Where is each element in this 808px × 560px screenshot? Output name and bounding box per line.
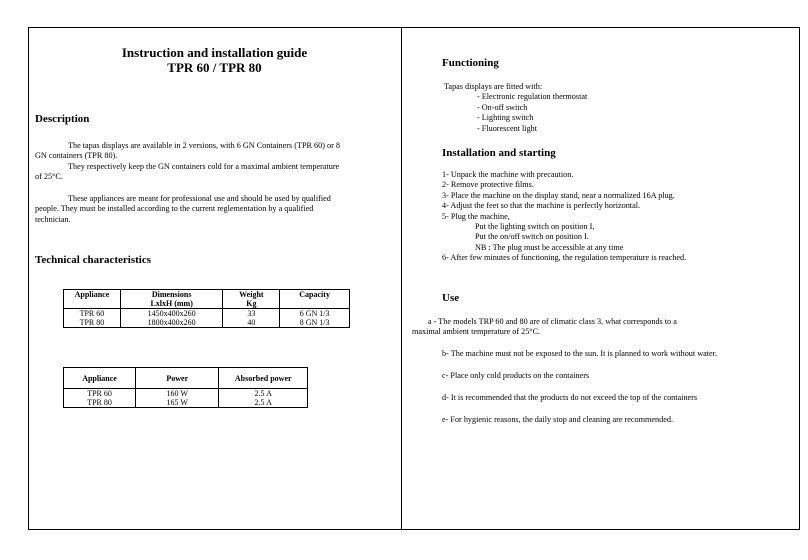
- description-paragraph-3: [35, 194, 331, 225]
- list-item: 6- After few minutes of functioning, the regulation temperature is reached.: [442, 253, 687, 263]
- installation-steps: [442, 170, 686, 264]
- description-paragraph-1: [35, 141, 340, 183]
- table-row: [64, 318, 350, 328]
- th-appliance: Appliance: [64, 290, 121, 309]
- list-item: - Electronic regulation thermostat: [477, 92, 588, 102]
- cell: 1800x400x260: [120, 318, 223, 328]
- use-heading: Use: [442, 292, 460, 304]
- desc-p3-rest1: people. They must be installed according to the current reglementation by a qualified: [35, 204, 314, 214]
- column-divider: [401, 27, 402, 530]
- functioning-heading: Functioning: [442, 57, 499, 69]
- use-item-a: [412, 317, 677, 338]
- th-dimensions: Dimensions LxlxH (mm): [120, 290, 223, 309]
- use-a-line2: maximal ambient temperature of 25°C.: [412, 327, 541, 337]
- power-table-header: [64, 368, 308, 389]
- use-item-b: b- The machine must not be exposed to the sun. It is planned to work without water.: [442, 349, 717, 358]
- cell: 40: [223, 318, 280, 328]
- list-item: NB : The plug must be accessible at any time: [475, 242, 624, 252]
- page-title: [28, 45, 401, 75]
- cell: 165 W: [136, 398, 219, 408]
- th-weight: Weight Kg: [223, 290, 280, 309]
- power-table: [63, 367, 308, 408]
- desc-p1-rest: GN containers (TPR 80).: [35, 151, 118, 161]
- list-item: 5- Plug the machine,: [442, 211, 510, 221]
- desc-p2-rest: of 25°C.: [35, 172, 63, 182]
- title-line-2: TPR 60 / TPR 80: [167, 60, 262, 75]
- use-item-c: c- Place only cold products on the containers: [442, 371, 590, 380]
- th-appliance: Appliance: [64, 368, 136, 389]
- list-item: 2- Remove protective films.: [442, 180, 534, 190]
- list-item: 1- Unpack the machine with precaution.: [442, 170, 574, 179]
- installation-heading: Installation and starting: [442, 147, 556, 159]
- cell: 6 GN 1/3: [280, 309, 350, 319]
- table-row: [64, 309, 350, 319]
- th-power: Power: [136, 368, 219, 389]
- cell: TPR 80: [64, 318, 121, 328]
- functioning-intro: Tapas displays are fitted with:: [444, 82, 543, 91]
- use-item-e: e- For hygienic reasons, the daily stop and cleaning are recommended.: [442, 415, 673, 424]
- dimensions-table: [63, 289, 350, 328]
- desc-p3-indent: These appliances are meant for professional use and should be used by qualified: [68, 194, 331, 203]
- use-a-line1: a - The models TRP 60 and 80 are of climatic class 3, what corresponds to a: [428, 317, 677, 326]
- th-absorbed-power: Absorbed power: [219, 368, 308, 389]
- cell: 8 GN 1/3: [280, 318, 350, 328]
- cell: 33: [223, 309, 280, 319]
- list-item: Put the on/off switch on position I.: [475, 232, 589, 242]
- cell: TPR 80: [64, 398, 136, 408]
- desc-p2-indent: They respectively keep the GN containers cold for a maximal ambient temperature: [68, 161, 340, 171]
- description-heading: Description: [35, 113, 90, 125]
- list-item: Put the lighting switch on position I,: [475, 222, 595, 232]
- th-capacity: Capacity: [280, 290, 350, 309]
- cell: TPR 60: [64, 309, 121, 319]
- use-item-d: d- It is recommended that the products do not exceed the top of the containers: [442, 393, 698, 402]
- cell: TPR 60: [64, 389, 136, 399]
- technical-heading: Technical characteristics: [35, 254, 151, 266]
- table-row: [64, 398, 308, 408]
- title-line-1: Instruction and installation guide: [121, 45, 308, 60]
- list-item: 4- Adjust the feet so that the machine is perfectly horizontal.: [442, 201, 641, 211]
- table-row: [64, 389, 308, 399]
- dimensions-table-header: [64, 290, 350, 309]
- list-item: 3- Place the machine on the display stand, near a normalized 16A plug.: [442, 190, 675, 200]
- page-border: [28, 27, 800, 530]
- desc-p3-rest2: technician.: [35, 214, 71, 224]
- cell: 2.5 A: [219, 398, 308, 408]
- list-item: - Lighting switch: [477, 113, 534, 123]
- list-item: - Fluorescent light: [477, 123, 538, 133]
- cell: 2.5 A: [219, 389, 308, 399]
- functioning-list: [444, 82, 587, 134]
- cell: 160 W: [136, 389, 219, 399]
- cell: 1450x400x260: [120, 309, 223, 319]
- desc-p1-indent: The tapas displays are available in 2 versions, with 6 GN Containers (TPR 60) or 8: [68, 141, 340, 150]
- list-item: - On-off switch: [477, 102, 528, 112]
